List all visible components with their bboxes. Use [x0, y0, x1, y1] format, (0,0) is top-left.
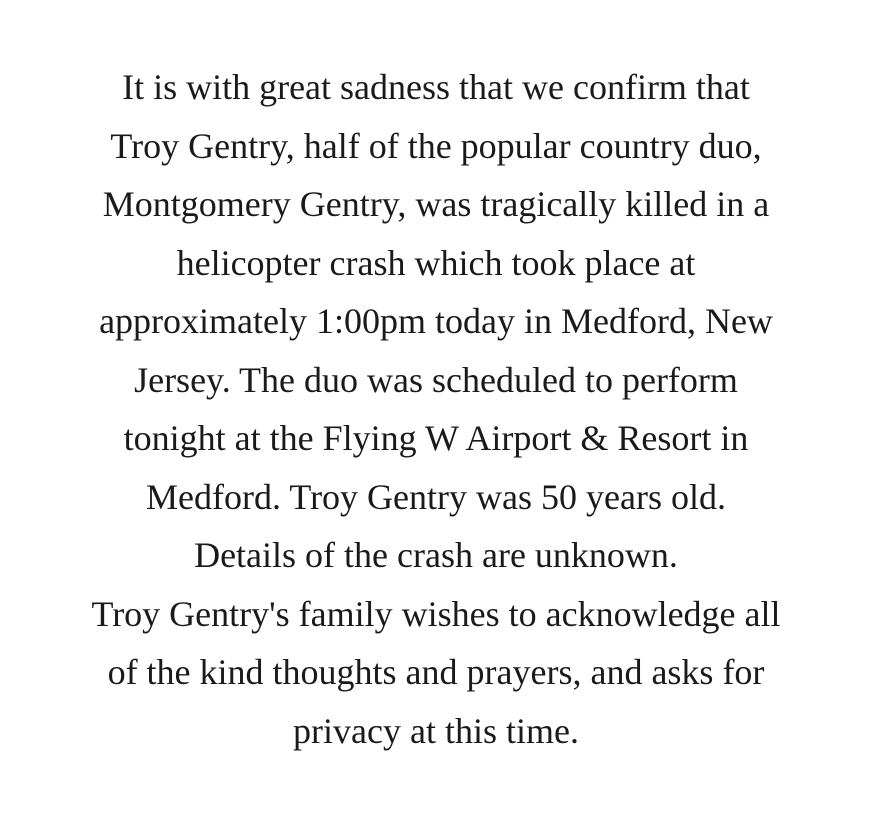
statement-line: Details of the crash are unknown.: [194, 535, 678, 575]
statement-line: approximately 1:00pm today in Medford, New: [99, 301, 773, 341]
statement-line: Montgomery Gentry, was tragically killed in a: [102, 184, 770, 224]
statement-line: Medford. Troy Gentry was 50 years old.: [146, 476, 726, 517]
statement-line: tonight at the Flying W Airport & Resort in: [123, 418, 749, 458]
statement-line: of the kind thoughts and prayers, and asks for: [107, 652, 765, 692]
statement-line: Jersey. The duo was scheduled to perform: [134, 359, 738, 400]
statement-line: privacy at this time.: [293, 710, 579, 751]
statement-text: [0, 58, 872, 760]
statement-line: helicopter crash which took place at: [176, 242, 696, 283]
statement-line: Troy Gentry's family wishes to acknowledge all: [91, 593, 781, 634]
statement-line: Troy Gentry, half of the popular country duo,: [110, 125, 762, 166]
statement-line: It is with great sadness that we confirm that: [122, 67, 750, 107]
